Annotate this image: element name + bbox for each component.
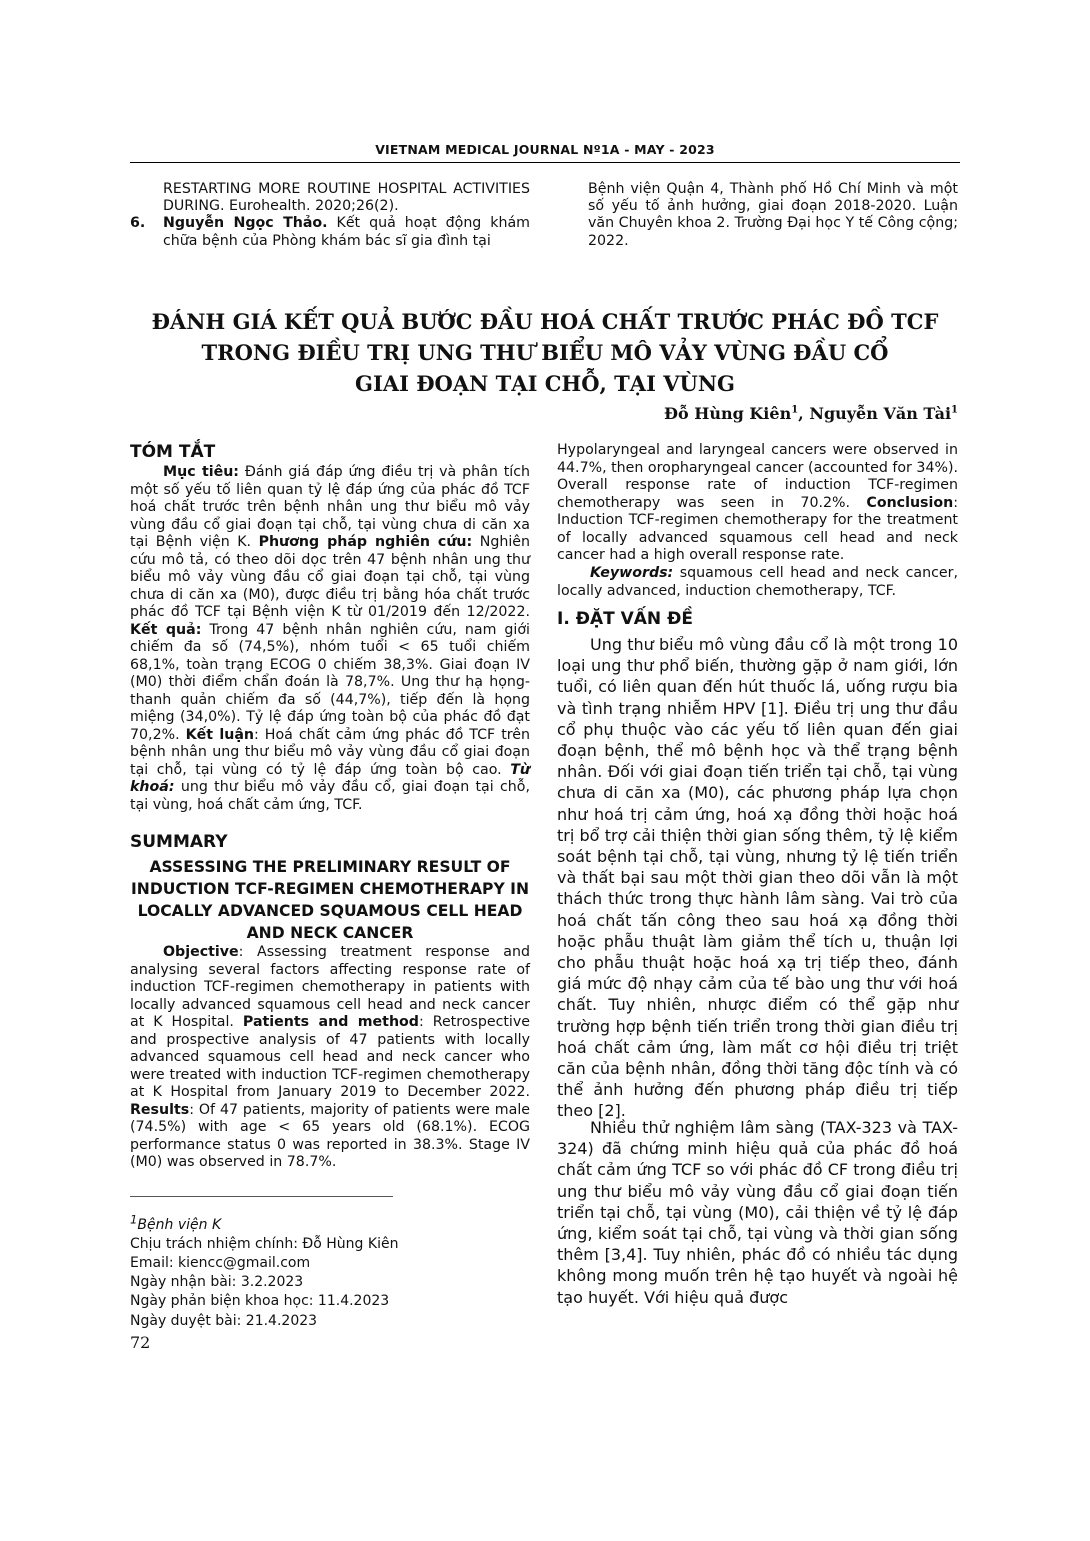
summary-results-text: : Of 47 patients, majority of patients were male (74.5%) with age < 65 years old (68.1%). ECOG performance status 0 was reported in 38.3%. Stage IV (M0) was observed in 78.7%. (130, 1101, 530, 1170)
footnote-affiliation-text: Bệnh viện K (137, 1216, 222, 1233)
author-list (664, 404, 958, 423)
footnote-received: Ngày nhận bài: 3.2.2023 (130, 1274, 304, 1291)
summary-conclusion-text: : Induction TCF-regimen chemotherapy for the treatment of locally advanced squamous cell head and neck cancer had a high overall response rate. (557, 494, 958, 563)
summary-keywords-text: squamous cell head and neck cancer, locally advanced, induction chemotherapy, TCF. (557, 565, 958, 599)
abstract-vi-method-label: Phương pháp nghiên cứu: (258, 534, 473, 550)
footnote (130, 1210, 398, 1331)
introduction-paragraph-2: Nhiều thử nghiệm lâm sàng (TAX-323 và TAX-324) đã chứng minh hiệu quả của phác đồ hoá chất cảm ứng TCF so với phác đồ CF trong điều trị ung thư biểu mô vảy vùng đầu cổ giai đoạn tiến triển tại chỗ, tại vùng (M0), cải thiện về tỷ lệ đáp ứng, kiểm soát tại chỗ, tại vùng và thời gian sống thêm [3,4]. Tuy nhiên, phác đồ có nhiều tác dụng không mong muốn trên hệ tạo huyết và ngoài hệ tạo huyết. Với hiệu quả được (557, 1118, 958, 1307)
abstract-vi-results-text: Trong 47 bệnh nhân nghiên cứu, nam giới chiếm đa số (74,5%), nhóm tuổi < 65 tuổi chiếm 68,1%, toàn trạng ECOG 0 chiếm 38,3%. Giai đoạn IV (M0) thời điểm chẩn đoán là 78,7%. Ung thư hạ họng-thanh quản chiếm đa số (44,7%), tiếp đến là họng miệng (34,0%). Tỷ lệ đáp ứng toàn bộ của phác đồ đạt 70,2%. (130, 621, 531, 743)
summary-heading: SUMMARY (130, 832, 228, 852)
page-number: 72 (130, 1333, 151, 1352)
article-title-line-1: ĐÁNH GIÁ KẾT QUẢ BƯỚC ĐẦU HOÁ CHẤT TRƯỚC PHÁC ĐỒ TCF (151, 309, 939, 334)
footnote-affiliation (130, 1210, 398, 1235)
reference-6-author: Nguyễn Ngọc Thảo. (163, 215, 328, 232)
summary-patients-label: Patients and method (242, 1014, 419, 1030)
footnote-accepted: Ngày duyệt bài: 21.4.2023 (130, 1312, 318, 1329)
summary-objective-text: : Assessing treatment response and analysing several factors affecting response rate of induction TCF-regimen chemotherapy in patients with locally advanced squamous cell head and neck cancer at K Hospital. (130, 944, 530, 1030)
article-title (130, 306, 960, 399)
summary-keywords-label: Keywords: (590, 565, 674, 581)
reference-list-left (130, 181, 530, 250)
summary-results-continued: Hypolaryngeal and laryngeal cancers were observed in 44.7%, then oropharyngeal cancer (accounted for 34%). Overall response rate of induction TCF-regimen chemotherapy was seen in 70.2%. (557, 442, 958, 511)
summary-patients-text: : Retrospective and prospective analysis of 47 patients with locally advanced squamous cell head and neck cancer who were treated with induction TCF-regimen chemotherapy at K Hospital from January 2019 to December 2022. (130, 1014, 531, 1100)
abstract-vi-results-label: Kết quả: (130, 621, 202, 638)
footnote-email: Email: kiencc@gmail.com (130, 1255, 311, 1272)
author-2-affiliation: 1 (951, 404, 958, 416)
reference-5-tail (130, 181, 530, 215)
abstract-vi-keywords-label: Từ khoá: (130, 761, 530, 795)
summary-objective-label: Objective (163, 944, 239, 960)
author-separator: , (798, 404, 810, 423)
reference-6 (130, 215, 530, 249)
summary-conclusion-label: Conclusion (866, 494, 954, 511)
footnote-affiliation-sup: 1 (130, 1212, 138, 1226)
footnote-rule (130, 1196, 393, 1197)
summary-body-left (130, 944, 530, 1172)
footnote-corresponding: Chịu trách nhiệm chính: Đỗ Hùng Kiên (130, 1235, 399, 1252)
introduction-heading: I. ĐẶT VẤN ĐỀ (557, 609, 693, 629)
abstract-vi-conclusion-label: Kết luận (185, 726, 255, 743)
abstract-vi-keywords-text: ung thư biểu mô vảy đầu cổ, giai đoạn tại chỗ, tại vùng, hoá chất cảm ứng, TCF. (130, 779, 530, 813)
introduction-paragraph-1: Ung thư biểu mô vùng đầu cổ là một trong 10 loại ung thư phổ biến, thường gặp ở nam giới, lớn tuổi, có liên quan đến hút thuốc lá, uống rượu bia và tình trạng nhiễm HPV [1]. Điều trị ung thư đầu cổ phụ thuộc vào các yếu tố liên quan đến giai đoạn bệnh, thể mô bệnh học và thể trạng bệnh nhân. Đối với giai đoạn tiến triển tại chỗ, tại vùng chưa di căn xa (M0), các phương pháp lựa chọn như hoá trị cảm ứng, hoá xạ đồng thời hoặc hoá trị bổ trợ cải thiện thời gian sống thêm, tỷ lệ kiểm soát bệnh tại chỗ, tại vùng, nhưng tỷ lệ tiến triển và thất bại sau một thời gian theo dõi vẫn là một thách thức trong thực hành lâm sàng. Vai trò của hoá chất tấn công theo sau hoá xạ đồng thời hoặc phẫu thuật làm giảm thể tích u, thuận lợi cho phẫu thuật hoặc hoá xạ trị tiếp theo, đánh giá mức độ nhạy cảm của tế bào ung thư với hoá chất. Tuy nhiên, nhược điểm có thể gặp như trường hợp bệnh tiến triển trong thời gian điều trị hoá chất cảm ứng, làm mất cơ hội điều trị triệt căn của bệnh nhân, đồng thời tăng độc tính và có thể ảnh hưởng đến phương pháp điều trị tiếp theo [2]. (557, 635, 958, 1121)
header-rule (130, 162, 960, 163)
reference-6-continuation: Bệnh viện Quận 4, Thành phố Hồ Chí Minh và một số yếu tố ảnh hưởng, giai đoạn 2018-2020. Luận văn Chuyên khoa 2. Trường Đại học Y tế Công cộng; 2022. (588, 181, 958, 249)
summary-results-label: Results (130, 1101, 190, 1118)
reference-6-number: 6. (130, 215, 146, 232)
abstract-vi-objective-text: Đánh giá đáp ứng điều trị và phân tích một số yếu tố liên quan tỷ lệ đáp ứng của phác đồ TCF hoá chất trước trên bệnh nhân ung thư biểu mô vảy vùng đầu cổ giai đoạn tại chỗ, tại vùng chưa di căn xa tại Bệnh viện K. (130, 464, 530, 550)
article-title-line-2: TRONG ĐIỀU TRỊ UNG THƯ BIỂU MÔ VẢY VÙNG ĐẦU CỔ (201, 340, 889, 365)
reference-5-text: RESTARTING MORE ROUTINE HOSPITAL ACTIVITIES DURING. Eurohealth. 2020;26(2). (163, 181, 530, 215)
author-1: Đỗ Hùng Kiên (664, 404, 792, 423)
author-1-affiliation: 1 (791, 404, 799, 416)
abstract-vi-conclusion-text: : Hoá chất cảm ứng phác đồ TCF trên bệnh nhân ung thư biểu mô vảy vùng đầu cổ giai đoạn tại chỗ, tại vùng có tỷ lệ đáp ứng toàn bộ cao. (130, 726, 530, 778)
author-2: Nguyễn Văn Tài (809, 404, 952, 423)
summary-keywords (557, 565, 958, 600)
summary-body-right (557, 442, 958, 565)
abstract-vi-body (130, 464, 530, 814)
footnote-reviewed: Ngày phản biện khoa học: 11.4.2023 (130, 1293, 390, 1310)
abstract-vi-method-text: Nghiên cứu mô tả, có theo dõi dọc trên 47 bệnh nhân ung thư biểu mô vảy vùng đầu cổ giai đoạn tại chỗ, tại vùng chưa di căn xa (M0), được điều trị bằng hóa chất trước phác đồ TCF tại Bệnh viện K từ 01/2019 đến 12/2022. (130, 534, 530, 620)
abstract-vi-objective-label: Mục tiêu: (163, 464, 239, 480)
abstract-vi-heading: TÓM TẮT (130, 442, 216, 462)
journal-header: VIETNAM MEDICAL JOURNAL Nº1A - MAY - 2023 (375, 142, 715, 157)
article-title-line-3: GIAI ĐOẠN TẠI CHỖ, TẠI VÙNG (355, 371, 735, 396)
reference-6-text-left: Kết quả hoạt động khám chữa bệnh của Phòng khám bác sĩ gia đình tại (163, 215, 530, 249)
summary-title: ASSESSING THE PRELIMINARY RESULT OF INDUCTION TCF-REGIMEN CHEMOTHERAPY IN LOCALLY ADVANCED SQUAMOUS CELL HEAD AND NECK CANCER (130, 858, 530, 942)
